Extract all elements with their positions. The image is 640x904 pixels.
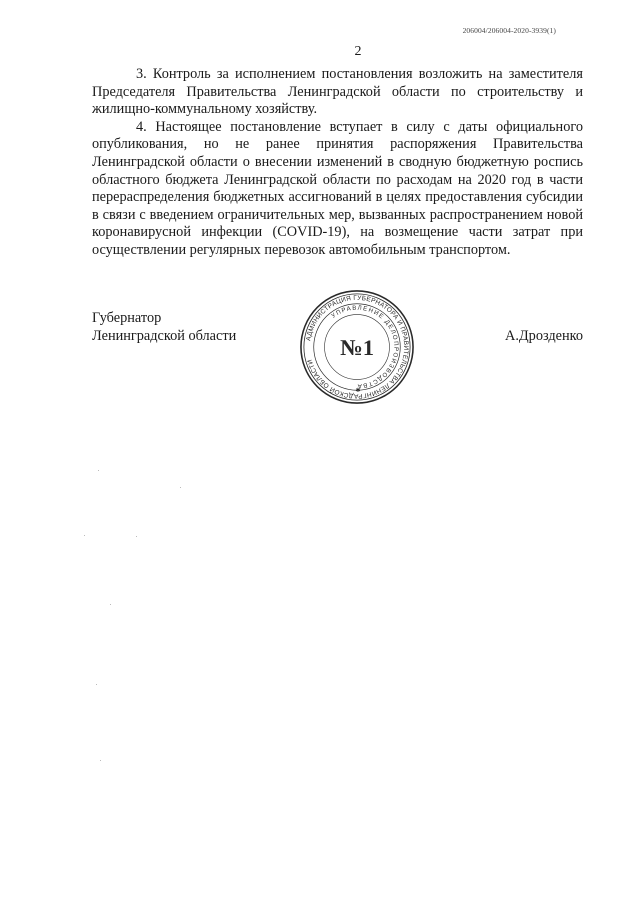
document-body [92,66,583,260]
official-seal [298,288,416,406]
paragraph-3: 3. Контроль за исполнением постановления возложить на заместителя Председателя Правительства Ленинградской области по строительству и жилищно-коммунальному хозяйству. [92,66,583,118]
document-id: 206004/206004-2020-3939(1) [462,26,556,35]
signatory-title-line2: Ленинградской области [92,327,237,344]
signatory-title-line1: Губернатор [92,310,162,326]
signatory-name: А.Дрозденко [505,327,583,344]
svg-text:УПРАВЛЕНИЕ ДЕЛОПРОИЗВОДСТВА: УПРАВЛЕНИЕ ДЕЛОПРОИЗВОДСТВА [330,304,400,390]
page-number: 2 [354,44,362,59]
paragraph-4: 4. Настоящее постановление вступает в силу с даты официального опубликования, но не ранее принятия распоряжения Правительства Ленинградской области о внесении изменений в сводную бюджетную роспись областного бюджета Ленинградской области по расходам на 2020 год в части перераспределения бюджетных ассигнований в целях предоставления субсидии в связи с введением ограничительных мер, вызванных распространением новой коронавирусной инфекции (COVID-19), на возмещение части затрат при осуществлении регулярных перевозок автомобильным транспортом. [92,118,583,258]
star-icon: ✱ [355,388,361,395]
seal-number: №1 [339,334,375,360]
signatory-title [92,310,236,345]
svg-text:АДМИНИСТРАЦИЯ ГУБЕРНАТОРА И ПР: АДМИНИСТРАЦИЯ ГУБЕРНАТОРА И ПРАВИТЕЛЬСТВА ЛЕНИНГРАДСКОЙ ОБЛАСТИ [305,294,410,400]
